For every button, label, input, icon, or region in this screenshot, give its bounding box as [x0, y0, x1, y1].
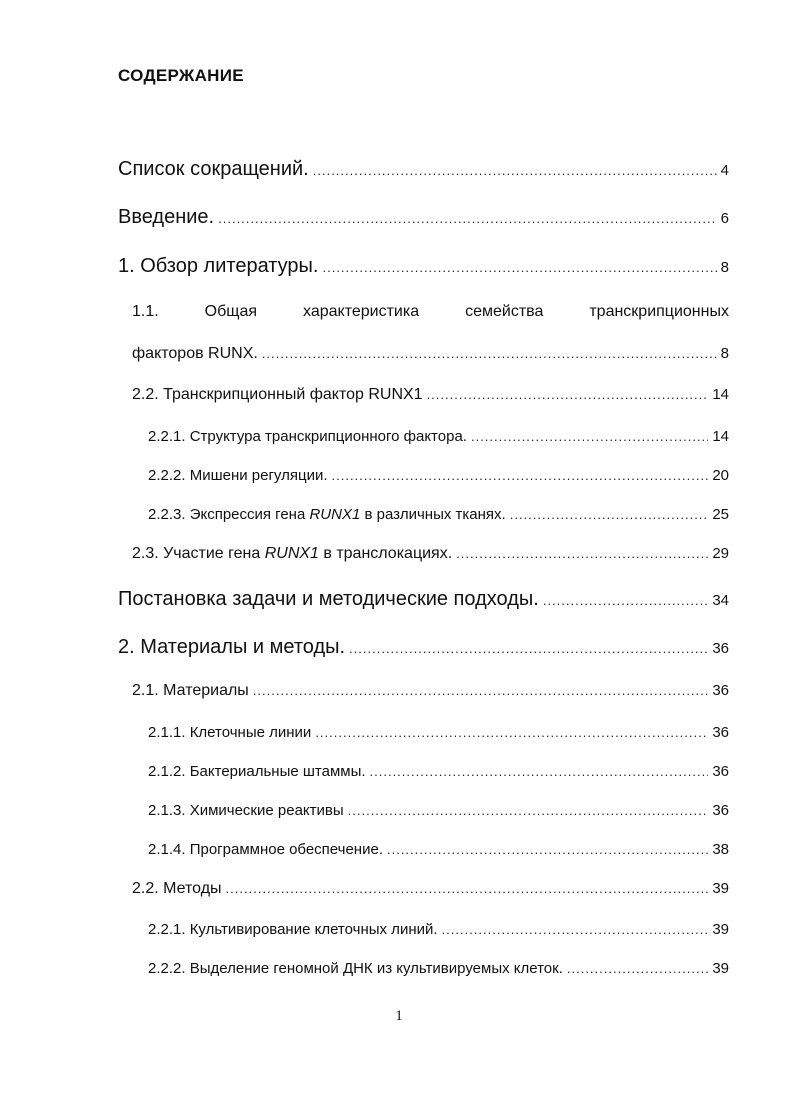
toc-entry-title: 2.2. Транскрипционный фактор RUNX1: [132, 386, 423, 403]
toc-entry-title: 2.2.1. Культивирование клеточных линий.: [148, 921, 438, 938]
toc-entry-page: 8: [720, 345, 729, 362]
toc-entry-page: 6: [720, 210, 729, 227]
toc-entry-page: 36: [712, 682, 729, 699]
toc-entry-page: 20: [712, 467, 729, 484]
toc-entry-page: 8: [720, 259, 729, 276]
toc-word: характеристика: [303, 303, 420, 320]
toc-entry-page: 25: [712, 506, 729, 523]
toc-entry[interactable]: [132, 386, 729, 404]
toc-word: транскрипционных: [589, 303, 729, 320]
toc-entry-title: 2.1.2. Бактериальные штаммы.: [148, 763, 366, 780]
toc-entry-title: Список сокращений.: [118, 158, 309, 180]
toc-entry[interactable]: [118, 588, 729, 611]
toc-entry-page: 4: [720, 162, 729, 179]
toc-entry-page: 38: [712, 841, 729, 858]
toc-entry-title: факторов RUNX.: [132, 345, 258, 362]
dot-leader: [226, 881, 709, 896]
dot-leader: [387, 842, 708, 857]
toc-entry-title: 2.1.4. Программное обеспечение.: [148, 841, 383, 858]
toc-entry[interactable]: [118, 158, 729, 181]
dot-leader: [567, 961, 708, 976]
gene-name: RUNX1: [309, 506, 361, 523]
toc-entry-page: 36: [712, 724, 729, 741]
toc-entry[interactable]: [148, 841, 729, 858]
toc-entry[interactable]: [132, 545, 729, 563]
toc-entry-page: 39: [712, 921, 729, 938]
page-number: 1: [395, 1008, 403, 1024]
toc-title-part: в различных тканях.: [360, 506, 506, 523]
toc-entry-title: Постановка задачи и методические подходы.: [118, 588, 539, 610]
toc-entry-title: 2. Материалы и методы.: [118, 636, 346, 658]
toc-entry-title: 2.2.2. Мишени регуляции.: [148, 467, 328, 484]
dot-leader: [510, 507, 709, 522]
toc-entry-page: 29: [712, 545, 729, 562]
toc-entry-title: 2.1.3. Химические реактивы: [148, 802, 344, 819]
toc-entry-title: [132, 545, 452, 563]
dot-leader: [442, 922, 709, 937]
toc-entry[interactable]: [132, 682, 729, 700]
toc-entry-title: 2.1.1. Клеточные линии: [148, 724, 312, 741]
dot-leader: [471, 429, 708, 444]
dot-leader: [370, 764, 709, 779]
dot-leader: [218, 211, 717, 226]
toc-entry[interactable]: [118, 636, 729, 659]
toc-entry-page: 36: [712, 763, 729, 780]
toc-entry[interactable]: [148, 467, 729, 484]
toc-entry-title: 2.1. Материалы: [132, 682, 249, 699]
toc-entry[interactable]: [148, 428, 729, 445]
toc-entry-page: 39: [712, 960, 729, 977]
toc-entry-title: Введение.: [118, 206, 215, 228]
dot-leader: [322, 260, 716, 275]
toc-entry-justified-line[interactable]: [132, 303, 729, 321]
toc-entry[interactable]: [118, 206, 729, 229]
toc-entry-page: 36: [712, 640, 729, 657]
dot-leader: [262, 346, 717, 361]
toc-entry[interactable]: [132, 880, 729, 898]
toc-word: Общая: [204, 303, 258, 320]
toc-entry[interactable]: [148, 506, 729, 523]
dot-leader: [348, 803, 709, 818]
toc-entry[interactable]: [148, 960, 729, 977]
page-title: СОДЕРЖАНИЕ: [118, 66, 244, 85]
toc-entry[interactable]: [148, 724, 729, 741]
toc-entry-title: 2.2.2. Выделение геномной ДНК из культивируемых клеток.: [148, 960, 563, 977]
dot-leader: [332, 468, 709, 483]
dot-leader: [313, 163, 717, 178]
toc-title-part: 2.2.3. Экспрессия гена: [148, 506, 310, 523]
toc-entry-title: 1. Обзор литературы.: [118, 255, 319, 277]
gene-name: RUNX1: [264, 545, 319, 562]
toc-entry-title: [148, 506, 506, 523]
toc-word: 1.1.: [132, 303, 159, 320]
toc-entry-title: 2.2. Методы: [132, 880, 222, 897]
dot-leader: [349, 641, 708, 656]
toc-entry-page: 14: [712, 386, 729, 403]
toc-entry-page: 14: [712, 428, 729, 445]
toc-title-part: в транслокациях.: [318, 545, 453, 562]
dot-leader: [543, 593, 709, 608]
dot-leader: [253, 683, 709, 698]
dot-leader: [315, 725, 708, 740]
toc-entry[interactable]: [118, 255, 729, 278]
toc-entry[interactable]: [148, 763, 729, 780]
toc-title-part: 2.3. Участие гена: [132, 545, 265, 562]
toc-entry-page: 34: [712, 592, 729, 609]
toc-entry-title: 2.2.1. Структура транскрипционного фактора.: [148, 428, 467, 445]
toc-entry-page: 39: [712, 880, 729, 897]
dot-leader: [427, 387, 709, 402]
toc-word: семейства: [465, 303, 544, 320]
toc-entry[interactable]: [148, 802, 729, 819]
dot-leader: [456, 546, 708, 561]
toc-entry[interactable]: [148, 921, 729, 938]
toc-entry[interactable]: [132, 345, 729, 363]
toc-entry-page: 36: [712, 802, 729, 819]
